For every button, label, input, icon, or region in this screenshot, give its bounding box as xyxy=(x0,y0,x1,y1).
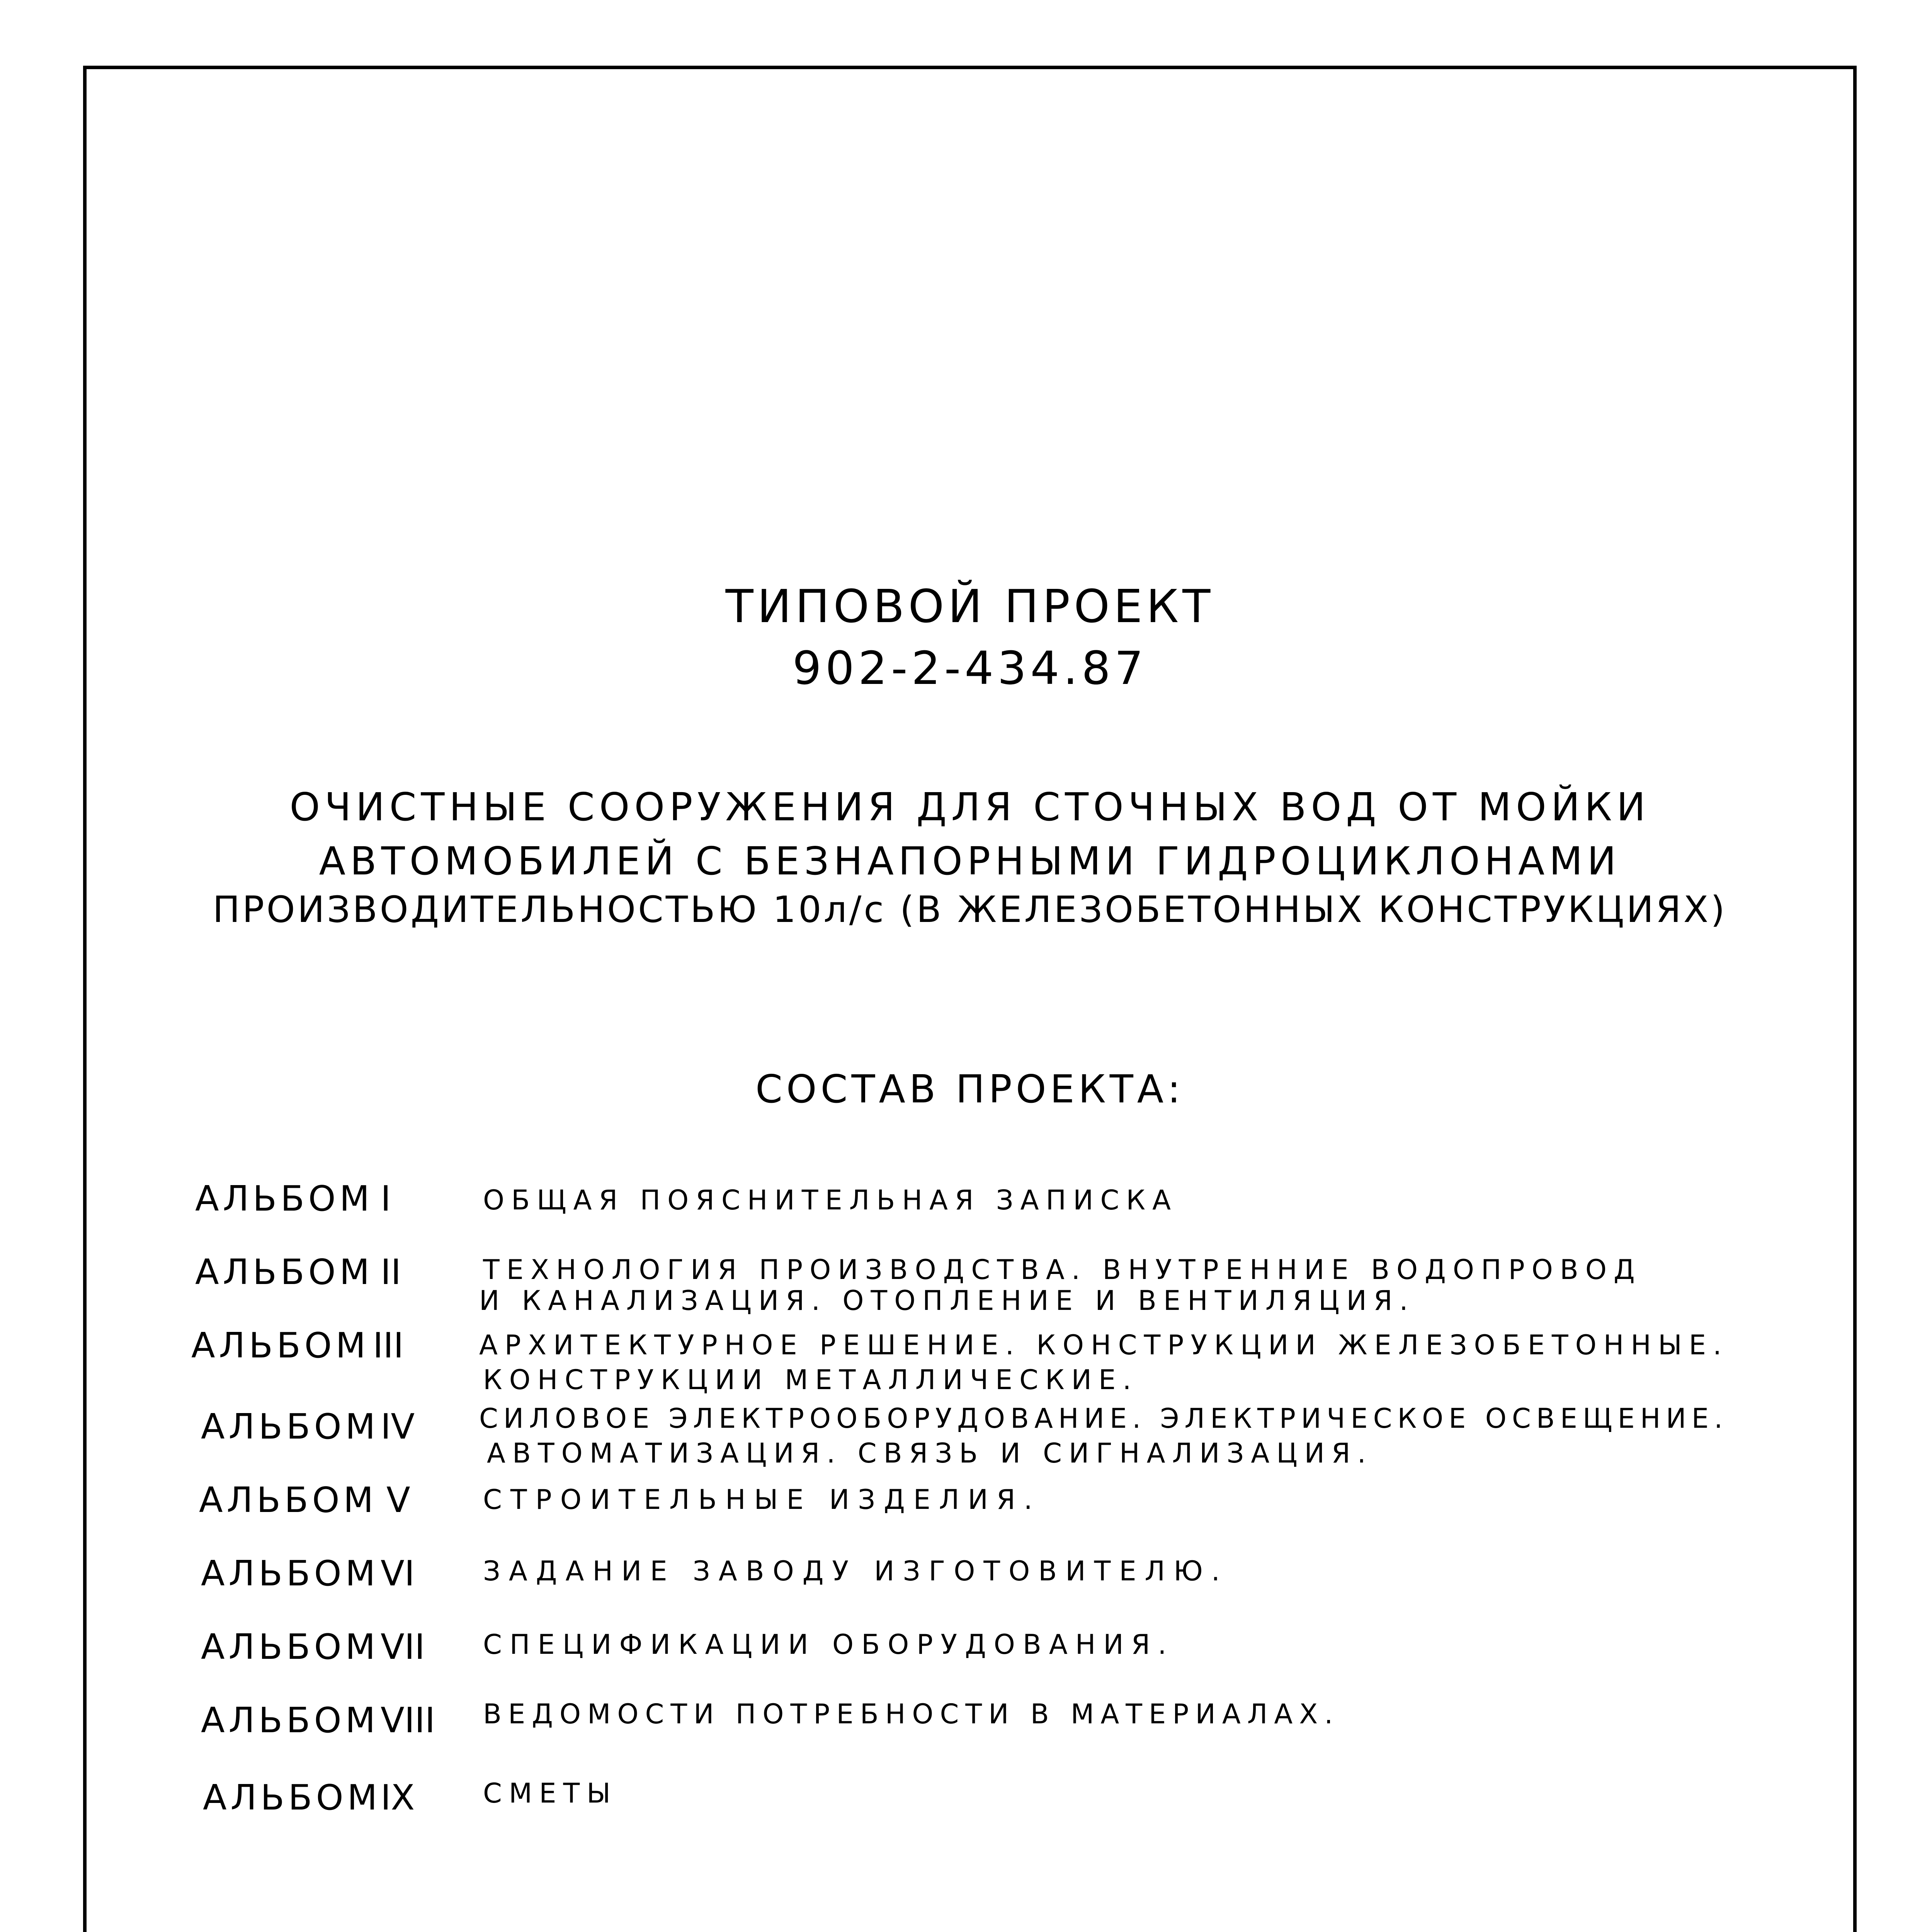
album-number: VIII xyxy=(381,1700,435,1741)
album-description-cont: КОНСТРУКЦИИ МЕТАЛЛИЧЕСКИЕ. xyxy=(483,1364,1138,1396)
album-number: I xyxy=(381,1179,391,1219)
album-description: АРХИТЕКТУРНОЕ РЕШЕНИЕ. КОНСТРУКЦИИ ЖЕЛЕЗОБЕТОННЫЕ. xyxy=(479,1329,1729,1361)
album-number: II xyxy=(381,1252,401,1293)
description-line-1: ОЧИСТНЫЕ СООРУЖЕНИЯ ДЛЯ СТОЧНЫХ ВОД ОТ МОЙКИ xyxy=(289,784,1650,830)
album-description: ОБЩАЯ ПОЯСНИТЕЛЬНАЯ ЗАПИСКА xyxy=(483,1184,1178,1216)
album-label: АЛЬБОМ xyxy=(195,1179,374,1219)
album-description: ВЕДОМОСТИ ПОТРЕБНОСТИ В МАТЕРИАЛАХ. xyxy=(483,1698,1340,1730)
album-description: ЗАДАНИЕ ЗАВОДУ ИЗГОТОВИТЕЛЮ. xyxy=(483,1555,1229,1587)
project-number: 902-2-434.87 xyxy=(792,641,1148,695)
album-number: VII xyxy=(381,1627,425,1667)
album-description-cont: АВТОМАТИЗАЦИЯ. СВЯЗЬ И СИГНАЛИЗАЦИЯ. xyxy=(487,1437,1373,1469)
album-label: АЛЬБОМ xyxy=(191,1325,370,1366)
album-description: СИЛОВОЕ ЭЛЕКТРООБОРУДОВАНИЕ. ЭЛЕКТРИЧЕСКОЕ ОСВЕЩЕНИЕ. xyxy=(479,1403,1728,1434)
album-description: СМЕТЫ xyxy=(483,1777,618,1809)
album-label: АЛЬБОМ xyxy=(195,1252,374,1293)
description-line-3: ПРОИЗВОДИТЕЛЬНОСТЬЮ 10л/с (В ЖЕЛЕЗОБЕТОННЫХ КОНСТРУКЦИЯХ) xyxy=(213,889,1727,931)
album-label: АЛЬБОМ xyxy=(203,1777,381,1818)
composition-heading: СОСТАВ ПРОЕКТА: xyxy=(755,1066,1184,1112)
album-number: IV xyxy=(381,1406,415,1447)
album-label: АЛЬБОМ xyxy=(201,1553,379,1594)
album-label: АЛЬБОМ xyxy=(201,1700,379,1741)
album-number: VI xyxy=(381,1553,415,1594)
page-title: ТИПОВОЙ ПРОЕКТ xyxy=(725,580,1214,633)
album-label: АЛЬБОМ xyxy=(199,1480,378,1520)
album-description: СТРОИТЕЛЬНЫЕ ИЗДЕЛИЯ. xyxy=(483,1484,1041,1515)
album-number: III xyxy=(373,1325,404,1366)
album-label: АЛЬБОМ xyxy=(201,1627,379,1667)
description-line-2: АВТОМОБИЛЕЙ С БЕЗНАПОРНЫМИ ГИДРОЦИКЛОНАМИ xyxy=(319,838,1621,884)
album-description-cont: И КАНАЛИЗАЦИЯ. ОТОПЛЕНИЕ И ВЕНТИЛЯЦИЯ. xyxy=(479,1285,1415,1316)
album-label: АЛЬБОМ xyxy=(201,1406,379,1447)
album-number: IX xyxy=(381,1777,415,1818)
album-description: ТЕХНОЛОГИЯ ПРОИЗВОДСТВА. ВНУТРЕННИЕ ВОДОПРОВОД xyxy=(483,1254,1642,1286)
album-description: СПЕЦИФИКАЦИИ ОБОРУДОВАНИЯ. xyxy=(483,1629,1174,1660)
album-number: V xyxy=(386,1480,410,1520)
